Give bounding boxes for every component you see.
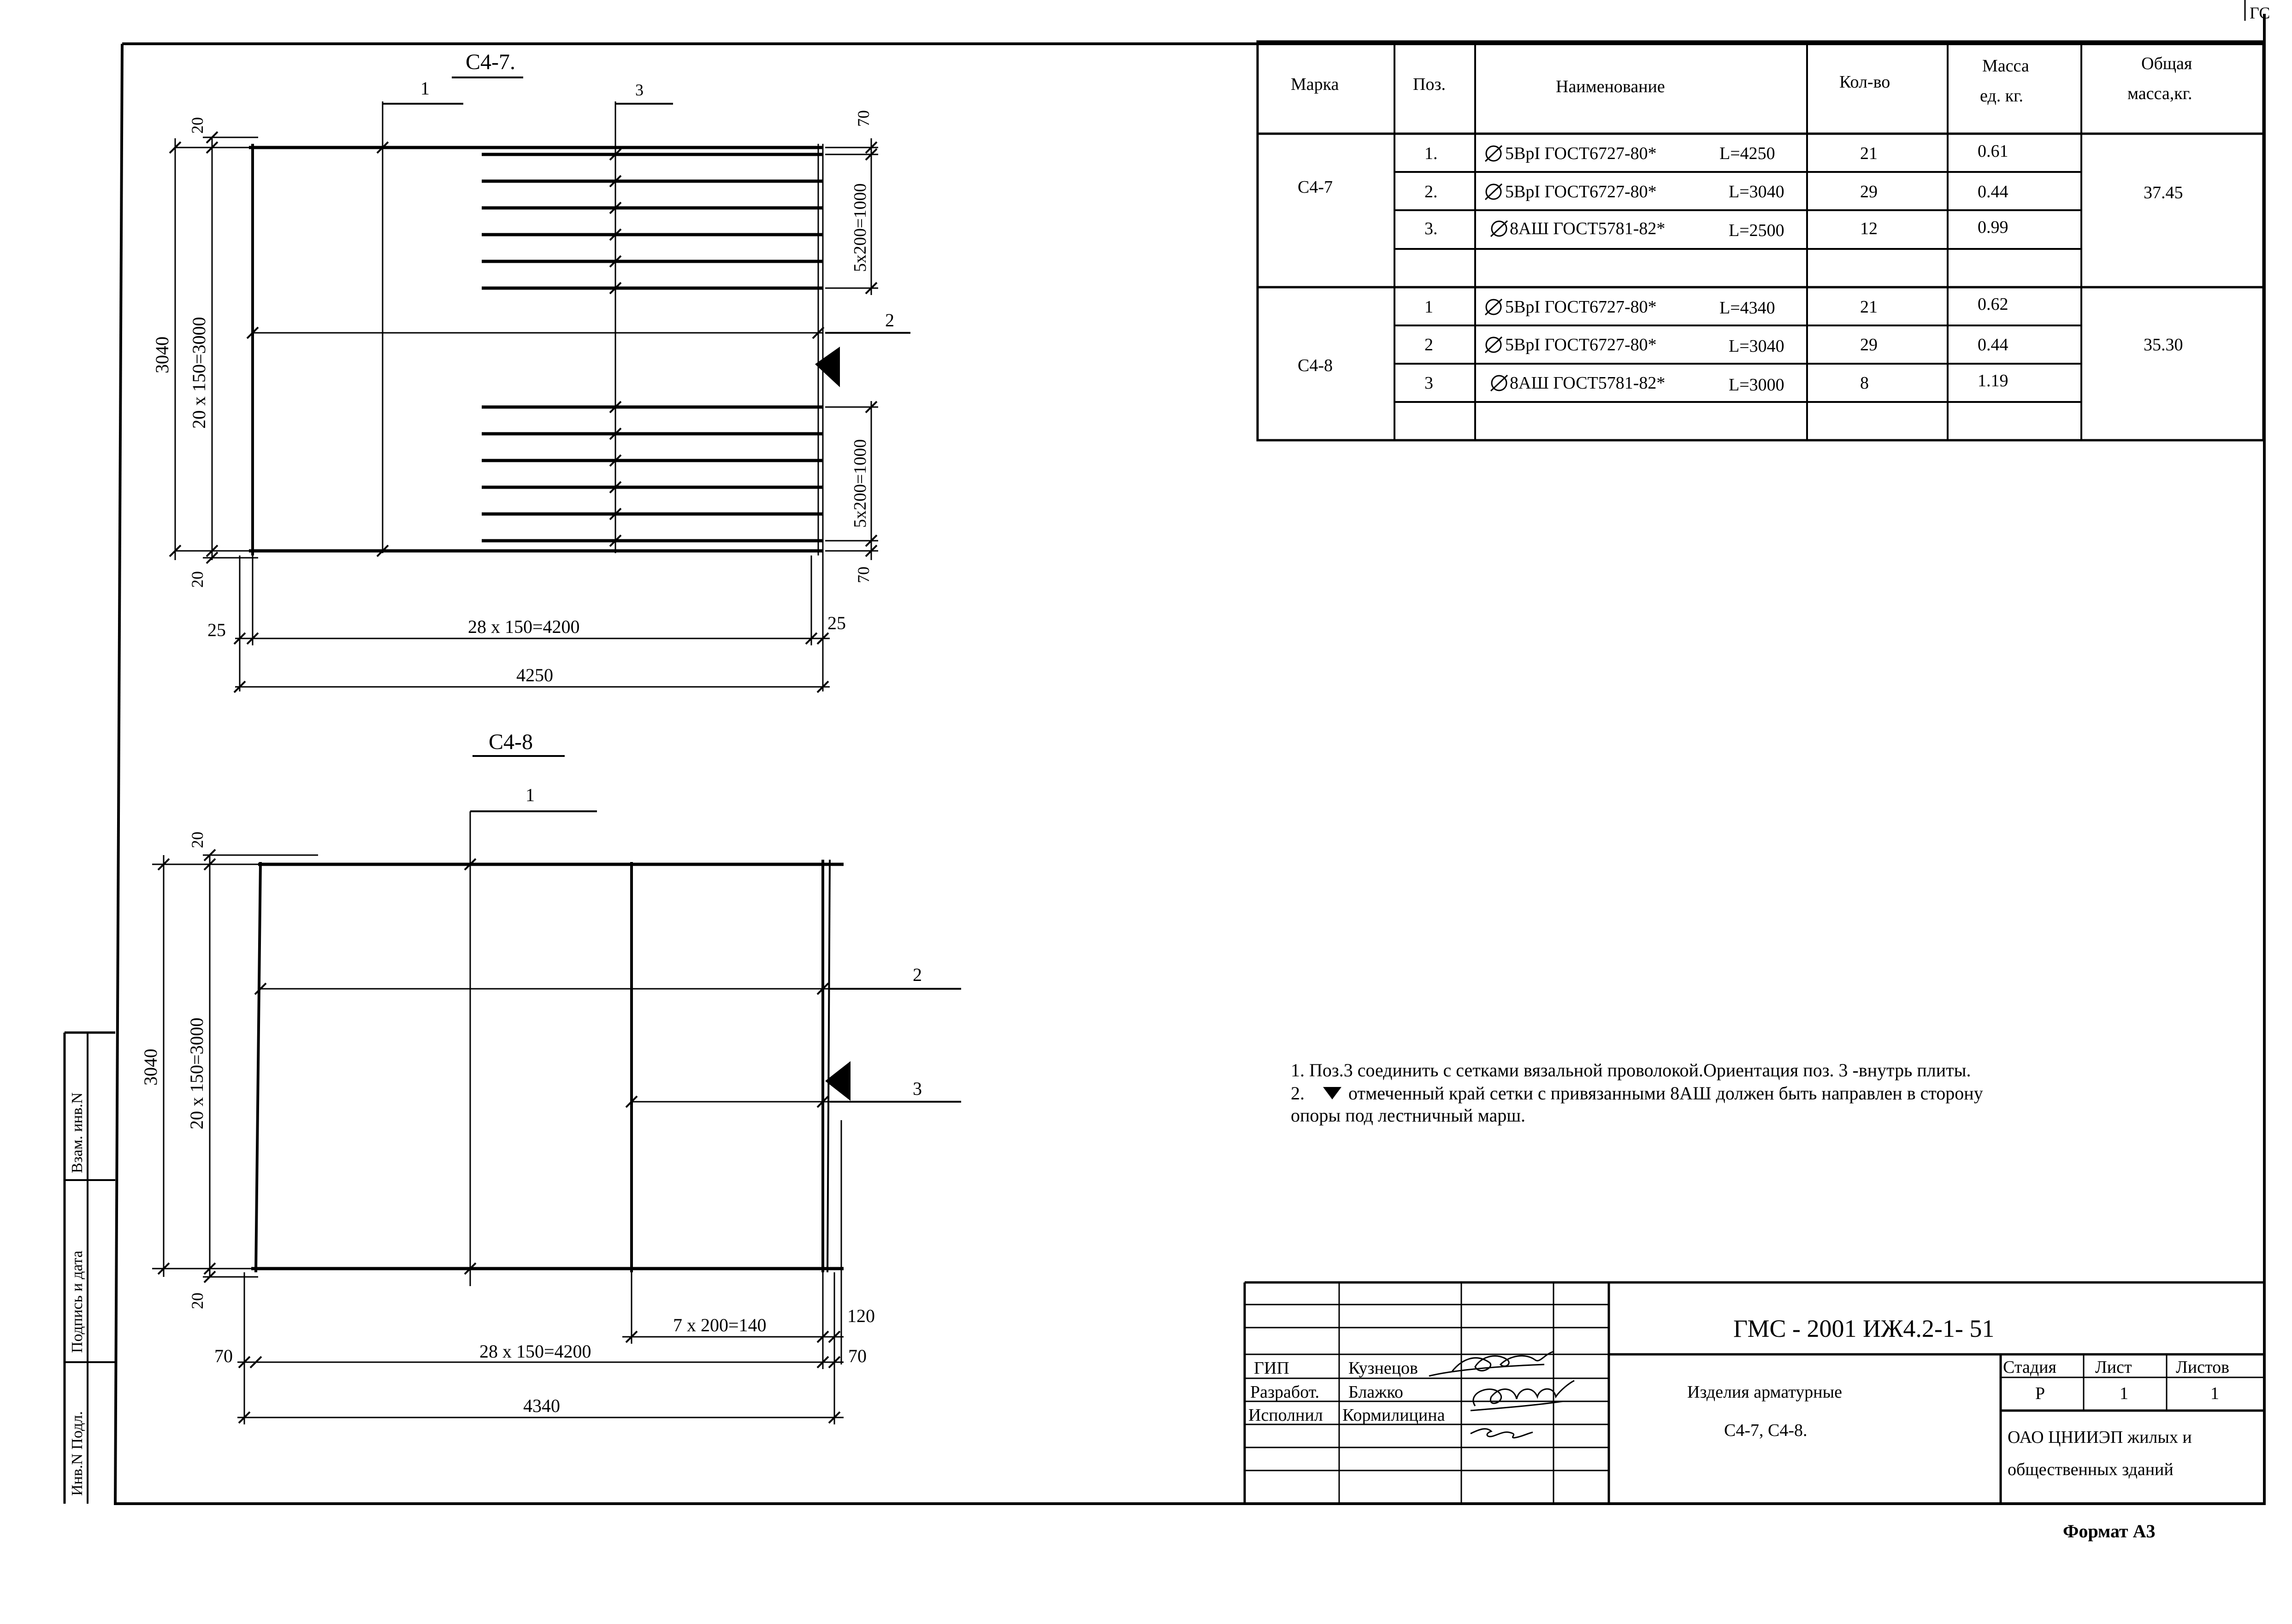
note-1: 1. Поз.3 соединить с сетками вязальной проволокой.Ориентация поз. 3 -внутрь плиты. <box>1291 1060 1971 1081</box>
spec-g1-r1-len: L=4250 <box>1719 144 1775 163</box>
role-developer: Разработ. <box>1250 1382 1319 1402</box>
stage-label: Стадия <box>2003 1358 2056 1377</box>
diameter-icons <box>1485 146 1507 391</box>
stage-value: Р <box>2035 1384 2045 1403</box>
spec-g2-r2-len: L=3040 <box>1729 337 1784 356</box>
c47-dim-top-edge: 20 <box>188 117 207 134</box>
spec-g2-r3-len: L=3000 <box>1729 375 1784 395</box>
spec-group1-total: 37.45 <box>2144 183 2183 202</box>
spec-g1-r1-name: 5ВрI ГОСТ6727-80* <box>1505 144 1657 163</box>
paper-format: Формат А3 <box>2063 1521 2156 1541</box>
c48-dim-bottom-inner: 28 x 150=4200 <box>479 1341 591 1362</box>
spec-g2-r1-len: L=4340 <box>1719 298 1775 318</box>
organization-line2: общественных зданий <box>2008 1460 2174 1479</box>
spec-g2-r1-qty: 21 <box>1860 297 1878 317</box>
note-2-text: отмеченный край сетки с привязанными 8АШ должен быть направлен в сторону <box>1348 1083 1983 1104</box>
spec-g2-r3-pos: 3 <box>1424 373 1433 393</box>
spec-g1-r3-pos: 3. <box>1424 219 1438 238</box>
document-code: ГМС - 2001 ИЖ4.2-1- 51 <box>1733 1315 1995 1342</box>
spec-g1-r3-mass: 0.99 <box>1978 218 2008 237</box>
corner-mark: ГС <box>2250 4 2270 22</box>
spec-header-name: Наименование <box>1556 77 1665 96</box>
c47-dim-left-inner: 20 x 150=3000 <box>189 317 209 429</box>
spec-g1-r2-pos: 2. <box>1424 182 1438 201</box>
spec-group2-mark: С4-8 <box>1298 356 1333 375</box>
spec-header-pos: Поз. <box>1413 75 1446 94</box>
product-title: Изделия арматурные <box>1687 1382 1843 1402</box>
spec-g1-r2-name: 5ВрI ГОСТ6727-80* <box>1505 182 1657 201</box>
c48-dim-top-edge: 20 <box>188 832 207 848</box>
spec-g2-r3-name: 8АШ ГОСТ5781-82* <box>1510 373 1666 393</box>
spec-g1-r1-qty: 21 <box>1860 144 1878 163</box>
sheets-value: 1 <box>2210 1384 2219 1403</box>
spec-group1-mark: С4-7 <box>1298 177 1333 197</box>
spec-g2-r2-pos: 2 <box>1424 335 1433 354</box>
c47-pos2: 2 <box>885 310 894 331</box>
drawing-c4-7 <box>152 50 910 692</box>
c48-dim-left-total: 3040 <box>140 1049 161 1086</box>
spec-header-total2: масса,кг. <box>2127 84 2192 103</box>
c47-dim-right-top: 70 <box>854 110 873 127</box>
sheet-frame <box>115 0 2266 1505</box>
spec-g2-r3-mass: 1.19 <box>1978 371 2008 390</box>
spec-g2-r1-name: 5ВрI ГОСТ6727-80* <box>1505 297 1657 317</box>
c48-pos2: 2 <box>913 964 922 985</box>
product-marks: С4-7, С4-8. <box>1724 1421 1808 1440</box>
spec-g1-r2-len: L=3040 <box>1729 182 1784 201</box>
c47-pos1: 1 <box>420 78 430 99</box>
role-executor: Исполнил <box>1248 1405 1323 1425</box>
spec-header-qty: Кол-во <box>1839 72 1890 92</box>
note-2-continued: опоры под лестничный марш. <box>1291 1105 1526 1126</box>
role-gip: ГИП <box>1254 1358 1289 1378</box>
c47-dim-bottom-inner: 28 x 150=4200 <box>468 616 580 637</box>
spec-g1-r3-qty: 12 <box>1860 219 1878 238</box>
c48-title: С4-8 <box>489 730 533 754</box>
c47-pos3: 3 <box>635 81 644 99</box>
spec-header-mass2: ед. кг. <box>1980 86 2023 106</box>
spec-g1-r1-mass: 0.61 <box>1978 142 2008 161</box>
c47-dim-right-bottom: 70 <box>854 567 873 583</box>
c47-dim-left-total: 3040 <box>152 337 172 373</box>
spec-header-mass1: Масса <box>1982 56 2029 76</box>
spec-g1-r3-len: L=2500 <box>1729 221 1784 240</box>
spec-header-mark: Марка <box>1291 75 1339 94</box>
spec-g1-r1-pos: 1. <box>1424 144 1438 163</box>
spec-g2-r2-qty: 29 <box>1860 335 1878 354</box>
spec-table <box>1258 41 2263 440</box>
spec-g2-r2-mass: 0.44 <box>1978 335 2008 354</box>
sheet-label: Лист <box>2095 1358 2132 1377</box>
side-stamp-inv: Инв.N Подл. <box>69 1411 86 1496</box>
c48-dim-bottom-right-inner: 7 x 200=140 <box>673 1315 767 1335</box>
spec-g1-r3-name: 8АШ ГОСТ5781-82* <box>1510 219 1666 238</box>
spec-g2-r2-name: 5ВрI ГОСТ6727-80* <box>1505 335 1657 354</box>
c47-dim-bottom-edge: 20 <box>188 571 207 588</box>
spec-g1-r2-mass: 0.44 <box>1978 182 2008 201</box>
c48-dim-bottom-edge: 20 <box>188 1293 207 1309</box>
c47-dim-bottom-right: 25 <box>827 613 846 633</box>
c47-dim-right-lower: 5x200=1000 <box>851 439 870 528</box>
spec-g2-r1-mass: 0.62 <box>1978 295 2008 314</box>
organization-line1: ОАО ЦНИИЭП жилых и <box>2008 1428 2192 1447</box>
side-stamp-replace: Взам. инв.N <box>69 1092 86 1173</box>
drawing-c4-8 <box>140 730 961 1424</box>
note-2-number: 2. <box>1291 1083 1305 1104</box>
c47-dim-right-upper: 5x200=1000 <box>851 183 870 272</box>
name-developer: Блажко <box>1348 1382 1403 1402</box>
name-gip: Кузнецов <box>1348 1358 1418 1378</box>
spec-g2-r1-pos: 1 <box>1424 297 1433 317</box>
spec-g2-r3-qty: 8 <box>1860 373 1869 393</box>
title-block <box>1245 1282 2264 1504</box>
c47-dim-bottom-total: 4250 <box>516 665 553 685</box>
c48-pos3: 3 <box>913 1078 922 1099</box>
c48-dim-bottom-right: 70 <box>848 1346 867 1366</box>
sheet-value: 1 <box>2120 1384 2128 1403</box>
c48-dim-bottom-left: 70 <box>214 1346 233 1366</box>
c47-dim-bottom-left: 25 <box>207 620 226 640</box>
spec-g1-r2-qty: 29 <box>1860 182 1878 201</box>
side-stamp-sign: Подпись и дата <box>69 1251 86 1353</box>
spec-group2-total: 35.30 <box>2144 335 2183 354</box>
spec-header-total1: Общая <box>2141 54 2192 73</box>
c48-dim-left-inner: 20 x 150=3000 <box>186 1017 207 1129</box>
c48-dim-right-120: 120 <box>847 1305 875 1326</box>
name-executor: Кормилицина <box>1342 1405 1445 1425</box>
sheets-label: Листов <box>2176 1358 2230 1377</box>
notes <box>1291 1060 1983 1126</box>
c48-pos1: 1 <box>526 785 535 805</box>
c47-title: С4-7. <box>466 50 515 74</box>
edge-marker-icon <box>1323 1087 1341 1099</box>
c48-dim-bottom-total: 4340 <box>523 1395 560 1416</box>
